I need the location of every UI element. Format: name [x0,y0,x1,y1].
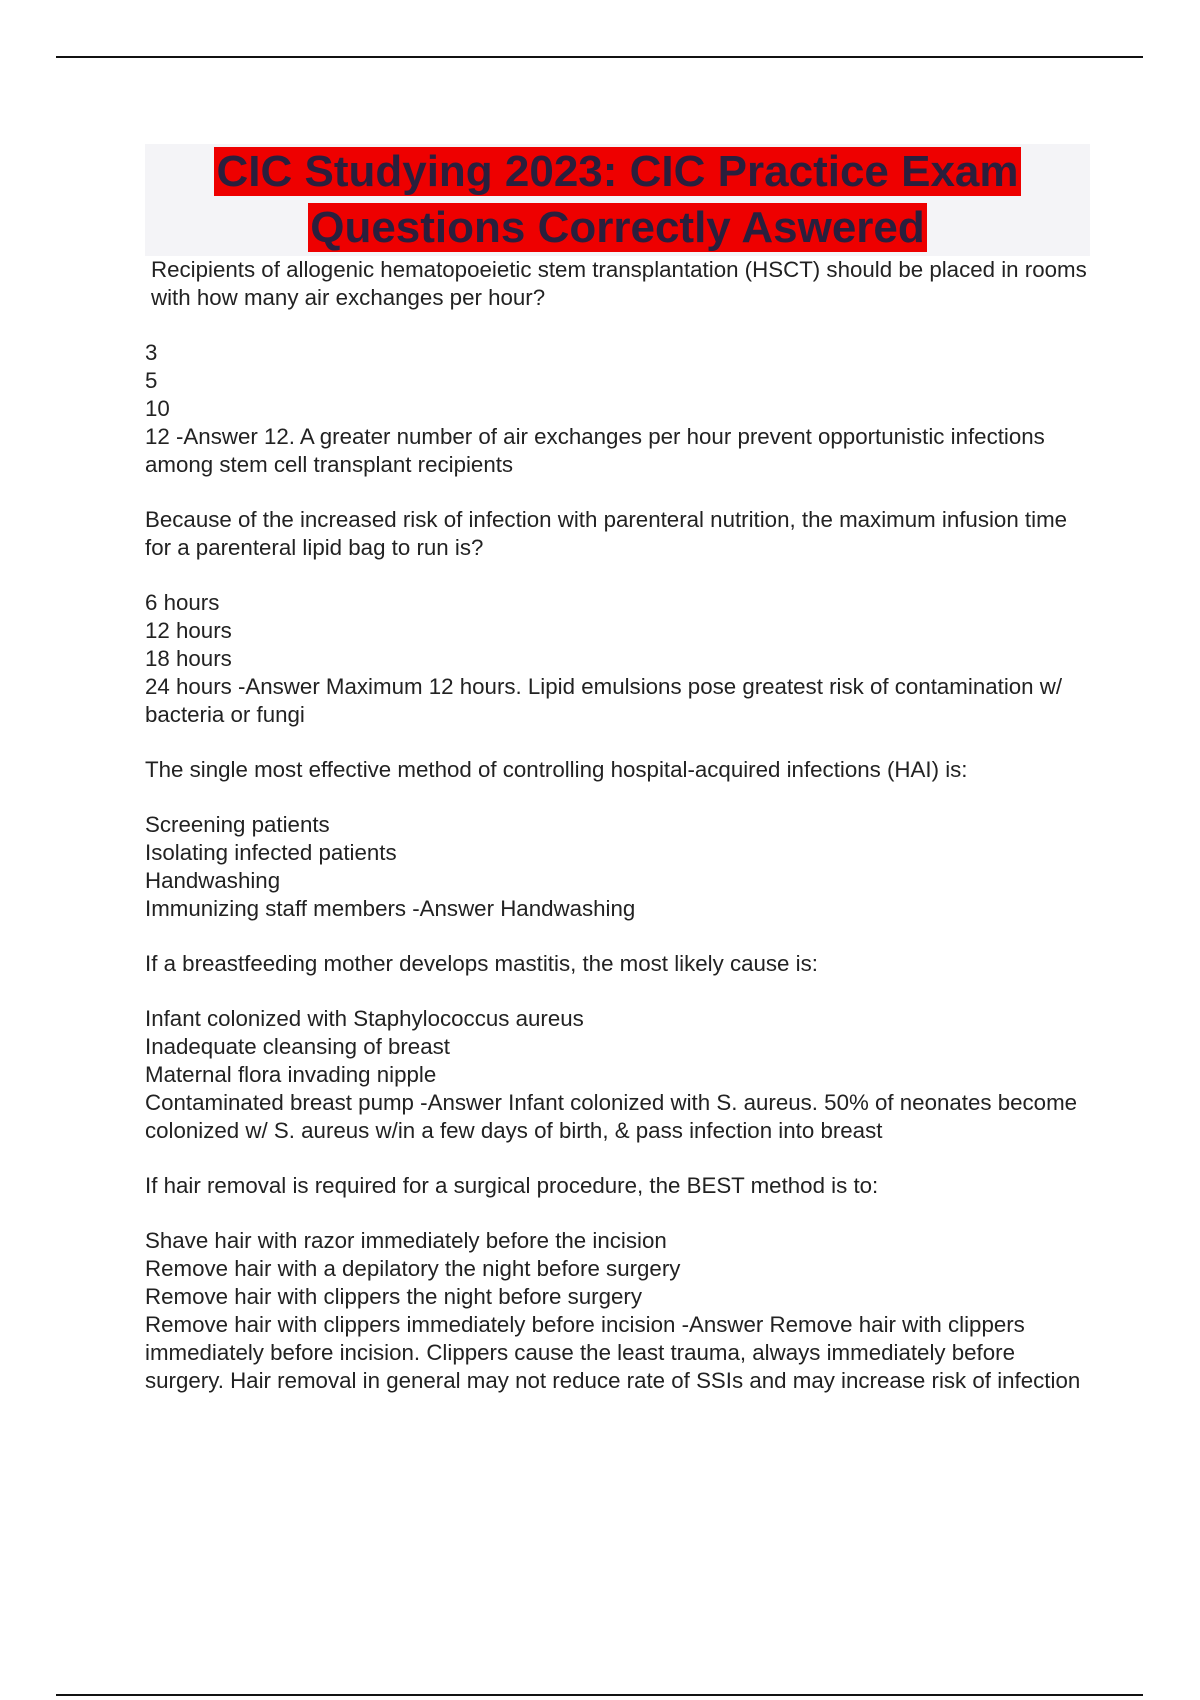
top-rule [56,56,1143,58]
answer-option: Handwashing [145,868,281,893]
answer-option: Screening patients [145,812,330,837]
answer-option-with-answer: Immunizing staff members -Answer Handwashing [145,896,636,921]
answer-option: Inadequate cleansing of breast [145,1034,450,1059]
answer-option: Remove hair with clippers the night before surgery [145,1284,642,1309]
question-block [145,756,1090,923]
title-banner [145,144,1090,256]
question-text: The single most effective method of controlling hospital-acquired infections (HAI) is: [145,757,968,782]
answer-option: Remove hair with a depilatory the night before surgery [145,1256,681,1281]
answer-option: Infant colonized with Staphylococcus aureus [145,1006,584,1031]
answer-option: 10 [145,396,170,421]
answer-option-with-answer: 12 -Answer 12. A greater number of air exchanges per hour prevent opportunistic infections among stem cell transplant recipients [145,424,1045,477]
answer-option: Maternal flora invading nipple [145,1062,437,1087]
question-text: Because of the increased risk of infection with parenteral nutrition, the maximum infusion time for a parenteral lipid bag to run is? [145,507,1068,560]
answer-option-with-answer: 24 hours -Answer Maximum 12 hours. Lipid emulsions pose greatest risk of contamination w/ bacteria or fungi [145,674,1063,727]
question-block [145,506,1090,729]
question-block [145,256,1090,479]
bottom-rule [56,1694,1143,1696]
answer-option: 12 hours [145,618,232,643]
answer-option: 5 [145,368,158,393]
answer-option: 18 hours [145,646,232,671]
answer-option: 3 [145,340,158,365]
answer-option: Isolating infected patients [145,840,397,865]
answer-option-with-answer: Remove hair with clippers immediately before incision -Answer Remove hair with clippers immediately before incision. Clippers cause the least trauma, always immediately before surgery. Hair removal in general may not reduce rate of SSIs and may increase risk of infection [145,1312,1081,1393]
document-title: CIC Studying 2023: CIC Practice Exam Questions Correctly Aswered [216,147,1019,252]
question-list [145,256,1090,1422]
answer-option: 6 hours [145,590,220,615]
question-text: If a breastfeeding mother develops mastitis, the most likely cause is: [145,951,818,976]
question-block [145,950,1090,1145]
answer-option: Shave hair with razor immediately before the incision [145,1228,667,1253]
answer-option-with-answer: Contaminated breast pump -Answer Infant colonized with S. aureus. 50% of neonates become colonized w/ S. aureus w/in a few days of birth, & pass infection into breast [145,1090,1078,1143]
question-text: If hair removal is required for a surgical procedure, the BEST method is to: [145,1173,879,1198]
question-text: Recipients of allogenic hematopoeietic stem transplantation (HSCT) should be placed in rooms with how many air exchanges per hour? [151,257,1087,310]
question-block [145,1172,1090,1395]
